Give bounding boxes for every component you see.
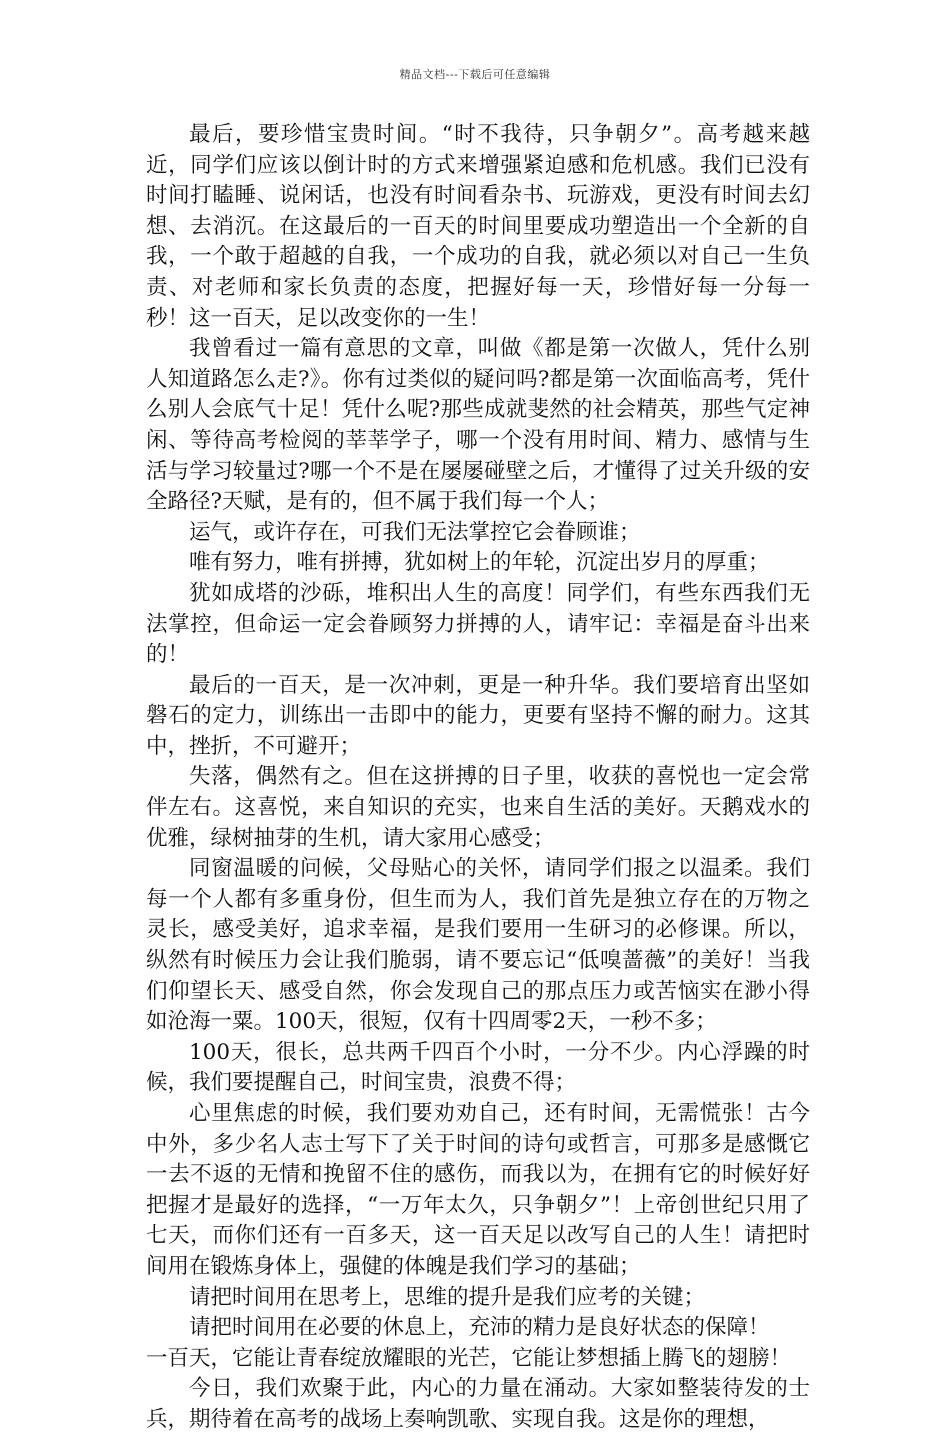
paragraph-4: 唯有努力，唯有拼搏，犹如树上的年轮，沉淀出岁月的厚重； <box>189 550 770 576</box>
paragraph-6: 最后的一百天，是一次冲刺，更是一种升华。我们要培育出坚如磐石的定力，训练出一击即中的能力，更要有坚持不懈的耐力。这其中，挫折，不可避开； <box>146 672 810 759</box>
paragraph-14: 今日，我们欢聚于此，内心的力量在涌动。大家如整装待发的士兵，期待着在高考的战场上奏响凯歌、实现自我。这是你的理想， <box>146 1376 810 1432</box>
page-header: 精品文档---下载后可任意编辑 <box>399 68 551 81</box>
paragraph-11: 请把时间用在思考上，思维的提升是我们应考的关键； <box>189 1284 706 1310</box>
paragraph-5: 犹如成塔的沙砾，堆积出人生的高度！同学们，有些东西我们无法掌控，但命运一定会眷顾努力拼搏的人，请牢记：幸福是奋斗出来的！ <box>146 580 810 668</box>
paragraph-9: 100天，很长，总共两千四百个小时，一分不少。内心浮躁的时候，我们要提醒自己，时间宝贵，浪费不得； <box>146 1039 810 1096</box>
paragraph-3: 运气，或许存在，可我们无法掌控它会眷顾谁； <box>189 519 641 545</box>
paragraph-13: 一百天，它能让青春绽放耀眼的光芒，它能让梦想插上腾飞的翅膀！ <box>146 1345 792 1371</box>
document-body <box>146 120 810 1436</box>
paragraph-8: 同窗温暖的问候，父母贴心的关怀，请同学们报之以温柔。我们每一个人都有多重身份，但生而为人，我们首先是独立存在的万物之灵长，感受美好，追求幸福，是我们要用一生研习的必修课。所以，纵然有时候压力会让我们脆弱，请不要忘记“低嗅蔷薇”的美好！当我们仰望长天、感受自然，你会发现自己的那点压力或苦恼实在渺小得如沧海一粟。100天，很短，仅有十四周零2天，一秒不多； <box>146 856 810 1035</box>
paragraph-7: 失落，偶然有之。但在这拼搏的日子里，收获的喜悦也一定会常伴左右。这喜悦，来自知识的充实，也来自生活的美好。天鹅戏水的优雅，绿树抽芽的生机，请大家用心感受； <box>146 764 810 851</box>
paragraph-10: 心里焦虑的时候，我们要劝劝自己，还有时间，无需慌张！古今中外，多少名人志士写下了关于时间的诗句或哲言，可那多是感慨它一去不返的无情和挽留不住的感伤，而我以为，在拥有它的时候好好把握才是最好的选择，“一万年太久，只争朝夕”！上帝创世纪只用了七天，而你们还有一百多天，这一百天足以改写自己的人生！请把时间用在锻炼身体上，强健的体魄是我们学习的基础； <box>146 1101 810 1279</box>
paragraph-2: 我曾看过一篇有意思的文章，叫做《都是第一次做人，凭什么别人知道路怎么走?》。你有过类似的疑问吗?都是第一次面临高考，凭什么别人会底气十足！凭什么呢?那些成就斐然的社会精英，那些气定神闲、等待高考检阅的莘莘学子，哪一个没有用时间、精力、感情与生活与学习较量过?哪一个不是在屡屡碰壁之后，才懂得了过关升级的安全路径?天赋，是有的，但不属于我们每一个人； <box>146 336 810 515</box>
paragraph-12: 请把时间用在必要的休息上，充沛的精力是良好状态的保障！ <box>189 1315 770 1341</box>
paragraph-1: 最后，要珍惜宝贵时间。“时不我待，只争朝夕”。高考越来越近，同学们应该以倒计时的方式来增强紧迫感和危机感。我们已没有时间打瞌睡、说闲话，也没有时间看杂书、玩游戏，更没有时间去幻想、去消沉。在这最后的一百天的时间里要成功塑造出一个全新的自我，一个敢于超越的自我，一个成功的自我，就必须以对自己一生负责、对老师和家长负责的态度，把握好每一天，珍惜好每一分每一秒！这一百天，足以改变你的一生！ <box>146 122 810 331</box>
